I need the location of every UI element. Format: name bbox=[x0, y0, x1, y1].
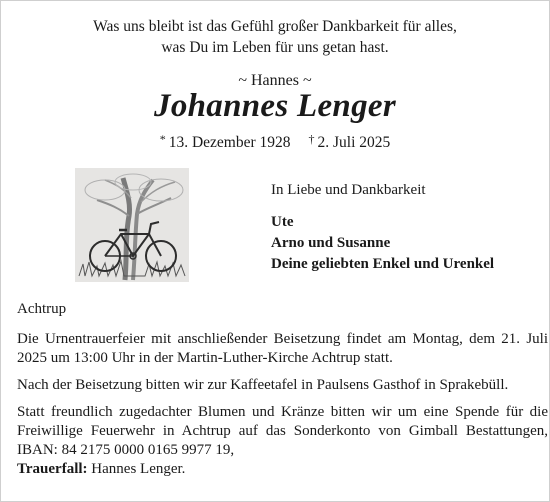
birth-date: 13. Dezember 1928 bbox=[168, 134, 291, 151]
deceased-name: Johannes Lenger bbox=[154, 88, 396, 124]
life-dates bbox=[0, 132, 550, 152]
memorial-quote bbox=[0, 16, 550, 58]
contact-line bbox=[17, 460, 548, 479]
coffee-paragraph: Nach der Beisetzung bitten wir zur Kaffeetafel in Paulsens Gasthof in Sprakebüll. bbox=[17, 377, 509, 393]
death-date: 2. Juli 2025 bbox=[317, 134, 391, 151]
mourners-block bbox=[271, 180, 494, 275]
quote-line-1: Was uns bleibt ist das Gefühl großer Dankbarkeit für alles, bbox=[93, 18, 457, 35]
quote-line-2: was Du im Leben für uns getan hast. bbox=[161, 39, 389, 56]
deceased-nickname: ~ Hannes ~ bbox=[238, 72, 312, 89]
cross-icon: † bbox=[308, 132, 315, 146]
ceremony-paragraph: Die Urnentrauerfeier mit anschließender Beisetzung findet am Montag, dem 21. Juli 2025 um 13:00 Uhr in der Martin-Luther-Kirche Achtrup statt. bbox=[17, 331, 548, 366]
contact-label: Trauerfall: bbox=[17, 461, 88, 477]
notice-body bbox=[17, 300, 548, 479]
birth-star-icon: * bbox=[159, 132, 166, 146]
mourners-intro: In Liebe und Dankbarkeit bbox=[271, 182, 426, 198]
mourner-name: Ute bbox=[271, 214, 294, 230]
place-name: Achtrup bbox=[17, 301, 67, 317]
contact-value: Hannes Lenger. bbox=[91, 461, 186, 477]
bicycle-tree-drawing-icon bbox=[75, 168, 189, 282]
mourner-name: Arno und Susanne bbox=[271, 235, 391, 251]
mourner-name: Deine geliebten Enkel und Urenkel bbox=[271, 256, 495, 272]
donation-paragraph: Statt freundlich zugedachter Blumen und Kränze bitten wir um eine Spende für die Freiwillige Feuerwehr in Achtrup auf das Sonderkonto von Gimball Bestattungen, IBAN: 84 2175 0000 0165 9977 19, bbox=[17, 404, 548, 458]
